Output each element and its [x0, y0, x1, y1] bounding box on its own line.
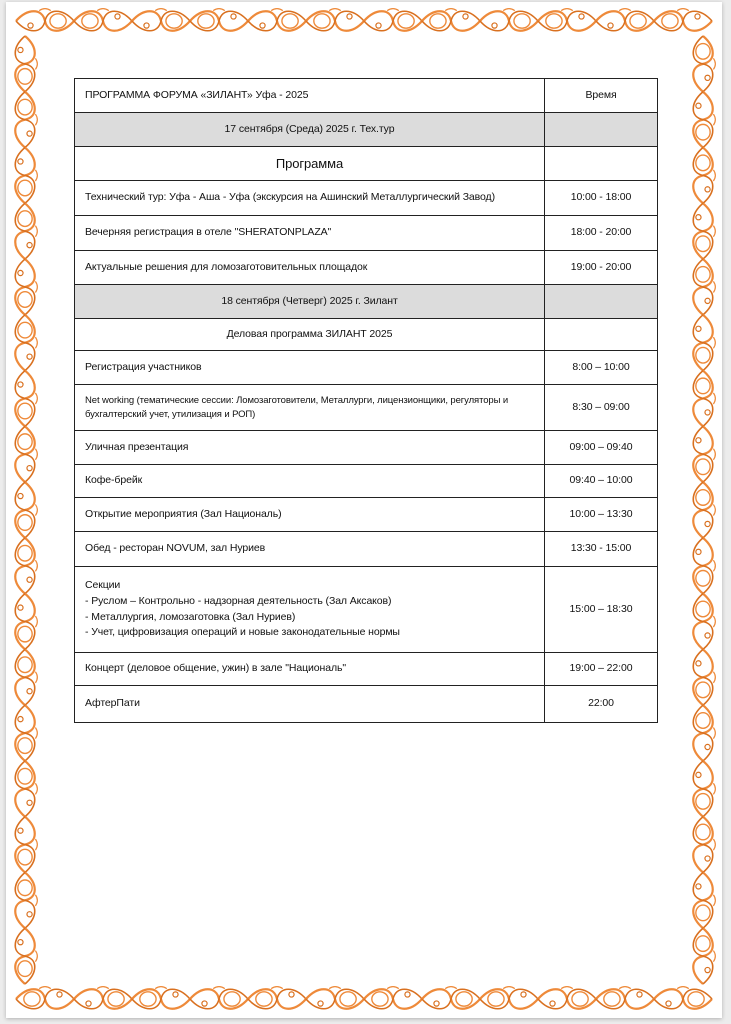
ornament-knot: [538, 987, 596, 1009]
time-cell: 19:00 - 20:00: [545, 251, 658, 285]
time-cell: [545, 113, 658, 147]
ornament-knot: [190, 987, 248, 1009]
time-cell: 10:00 - 18:00: [545, 181, 658, 216]
activity-cell: Технический тур: Уфа - Аша - Уфа (экскурсия на Ашинский Металлургический Завод): [75, 181, 545, 216]
time-cell: 8:30 – 09:00: [545, 385, 658, 431]
ornament-knot: [480, 9, 538, 31]
ornament-knot: [693, 92, 715, 148]
table-row: [75, 686, 658, 723]
day-row-1: [75, 113, 658, 147]
section-line: - Учет, цифровизация операций и новые законодательные нормы: [85, 626, 400, 639]
ornament-knot: [306, 9, 364, 31]
ornament-knot: [654, 987, 712, 1009]
ornament-knot: [693, 426, 715, 482]
ornament-knot: [654, 9, 712, 31]
ornament-knot: [15, 36, 37, 92]
table-row: [75, 216, 658, 251]
document-page: [6, 2, 722, 1018]
ornament-knot: [248, 9, 306, 31]
ornament-knot: [693, 371, 715, 427]
ornament-knot: [132, 987, 190, 1009]
ornament-knot: [538, 9, 596, 31]
activity-cell: Регистрация участников: [75, 351, 545, 385]
ornament-knot: [190, 9, 248, 31]
activity-cell: Концерт (деловое общение, ужин) в зале "Националь": [75, 653, 545, 686]
ornament-knot: [596, 9, 654, 31]
table-row: [75, 181, 658, 216]
time-cell: 8:00 – 10:00: [545, 351, 658, 385]
ornament-knot: [15, 482, 37, 538]
ornament-knot: [15, 371, 37, 427]
ornament-knot: [364, 987, 422, 1009]
activity-cell: Вечерняя регистрация в отеле "SHERATONPLAZA": [75, 216, 545, 251]
time-cell: 18:00 - 20:00: [545, 216, 658, 251]
ornament-knot: [15, 705, 37, 761]
ornament-knot: [74, 9, 132, 31]
ornament-knot: [422, 9, 480, 31]
section-heading-row: [75, 147, 658, 181]
ornament-knot: [306, 987, 364, 1009]
ornament-knot: [693, 761, 715, 817]
ornament-knot: [15, 203, 37, 259]
table-row: [75, 465, 658, 498]
time-cell: 09:00 – 09:40: [545, 431, 658, 465]
table-header-row: [75, 79, 658, 113]
ornament-knot: [693, 203, 715, 259]
activity-cell: Net working (тематические сессии: Ломозаготовители, Металлурги, лицензионщики, регуляторы и бухгалтерский учет, утилизация и РОП): [75, 385, 545, 431]
ornament-knot: [16, 987, 74, 1009]
table-row-sections: [75, 567, 658, 653]
ornament-knot: [693, 259, 715, 315]
time-cell: 09:40 – 10:00: [545, 465, 658, 498]
ornament-knot: [480, 987, 538, 1009]
table-row: [75, 498, 658, 532]
ornament-knot: [693, 705, 715, 761]
ornament-knot: [693, 36, 715, 92]
ornament-knot: [693, 482, 715, 538]
ornament-knot: [364, 9, 422, 31]
ornament-knot: [15, 594, 37, 650]
ornament-knot: [15, 148, 37, 204]
table-row: [75, 385, 658, 431]
day-label: 17 сентября (Среда) 2025 г. Тех.тур: [75, 113, 545, 147]
ornament-knot: [693, 928, 715, 984]
time-cell: 22:00: [545, 686, 658, 723]
ornament-knot: [693, 594, 715, 650]
section-line: - Руслом – Контрольно - надзорная деятельность (Зал Аксаков): [85, 594, 392, 607]
time-cell: 19:00 – 22:00: [545, 653, 658, 686]
activity-cell: Обед - ресторан NOVUM, зал Нуриев: [75, 532, 545, 567]
ornament-knot: [15, 872, 37, 928]
table-row: [75, 251, 658, 285]
time-cell: 13:30 - 15:00: [545, 532, 658, 567]
ornament-knot: [693, 148, 715, 204]
table-row: [75, 351, 658, 385]
ornament-knot: [15, 928, 37, 984]
ornament-knot: [693, 538, 715, 594]
ornament-knot: [15, 259, 37, 315]
table-row: [75, 653, 658, 686]
section-heading: Деловая программа ЗИЛАНТ 2025: [75, 319, 545, 351]
ornament-knot: [16, 9, 74, 31]
ornament-knot: [15, 315, 37, 371]
day-label: 18 сентября (Четверг) 2025 г. Зилант: [75, 285, 545, 319]
sections-cell: [75, 567, 545, 653]
ornament-knot: [248, 987, 306, 1009]
section-heading: Программа: [75, 147, 545, 181]
sections-heading: Секции: [85, 579, 121, 591]
activity-cell: АфтерПати: [75, 686, 545, 723]
ornament-knot: [422, 987, 480, 1009]
table-row: [75, 532, 658, 567]
time-cell: 10:00 – 13:30: [545, 498, 658, 532]
time-column-header: Время: [545, 79, 658, 113]
ornament-knot: [693, 315, 715, 371]
program-table: [74, 78, 658, 723]
ornament-knot: [74, 987, 132, 1009]
section-heading-row: [75, 319, 658, 351]
activity-cell: Уличная презентация: [75, 431, 545, 465]
activity-cell: Актуальные решения для ломозаготовительных площадок: [75, 251, 545, 285]
day-row-2: [75, 285, 658, 319]
ornament-knot: [693, 649, 715, 705]
ornament-knot: [15, 649, 37, 705]
ornament-knot: [693, 872, 715, 928]
table-row: [75, 431, 658, 465]
ornament-knot: [15, 761, 37, 817]
activity-cell: Кофе-брейк: [75, 465, 545, 498]
ornament-knot: [15, 426, 37, 482]
ornament-knot: [132, 9, 190, 31]
section-line: - Металлургия, ломозаготовка (Зал Нуриев): [85, 610, 296, 623]
activity-cell: Открытие мероприятия (Зал Националь): [75, 498, 545, 532]
ornament-knot: [15, 817, 37, 873]
time-cell: [545, 147, 658, 181]
program-title: ПРОГРАММА ФОРУМА «ЗИЛАНТ» Уфа - 2025: [75, 79, 545, 113]
ornament-knot: [15, 538, 37, 594]
ornament-knot: [693, 817, 715, 873]
ornament-knot: [596, 987, 654, 1009]
time-cell: [545, 319, 658, 351]
time-cell: [545, 285, 658, 319]
time-cell: 15:00 – 18:30: [545, 567, 658, 653]
ornament-knot: [15, 92, 37, 148]
